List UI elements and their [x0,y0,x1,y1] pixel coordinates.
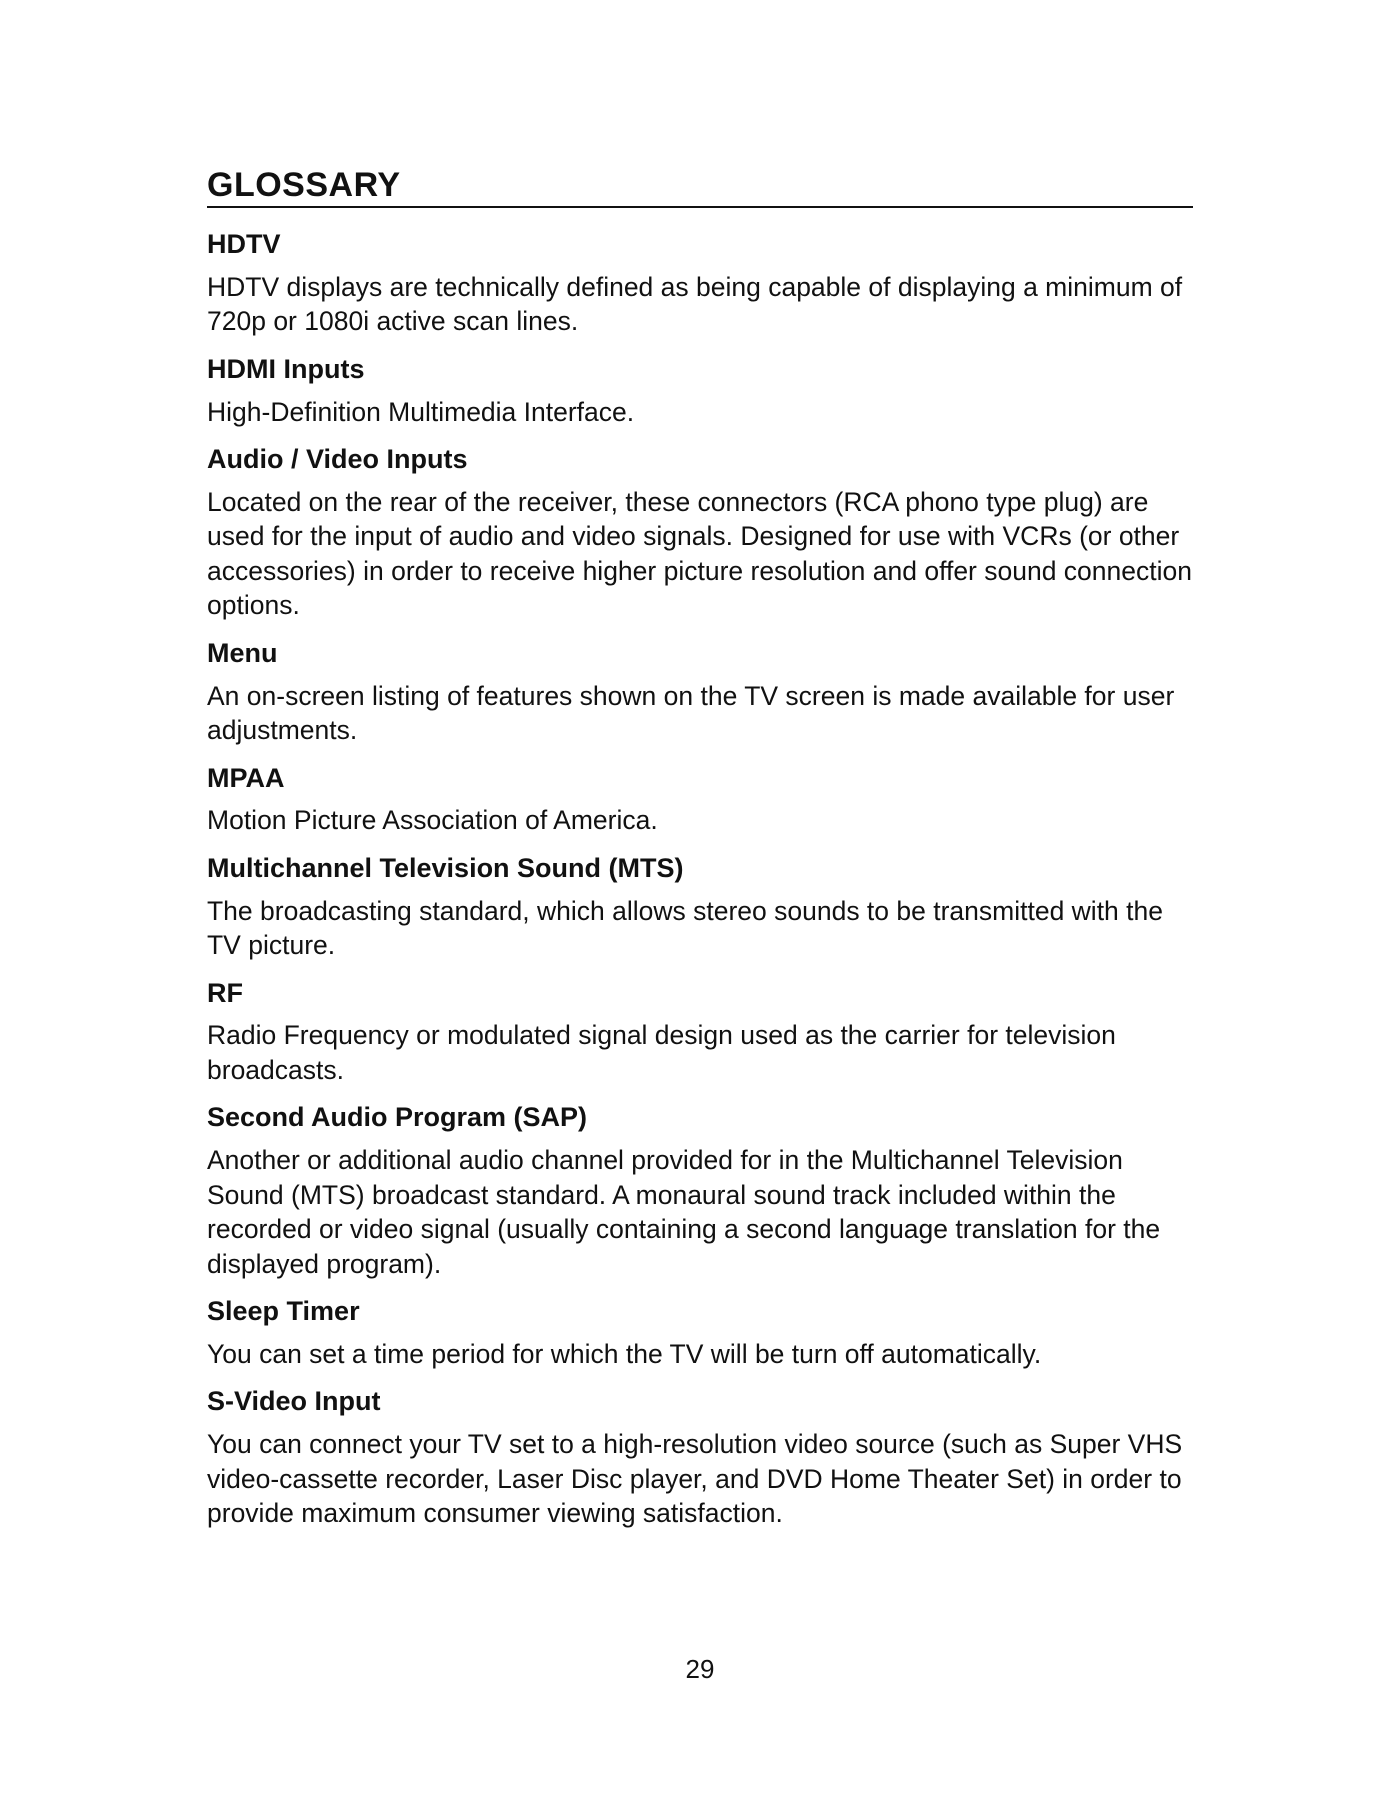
glossary-term: RF [207,977,243,1008]
glossary-term: Audio / Video Inputs [207,444,468,474]
glossary-page [207,168,1193,1545]
glossary-term: Menu [207,637,278,668]
glossary-term: S-Video Input [207,1386,381,1417]
glossary-definition: Located on the rear of the receiver, these connectors (RCA phono type plug) are used for the input of audio and video signals. Designed for use with VCRs (or other accessories) in order to receive higher picture resolution and offer sound connection options. [207,486,1192,621]
glossary-entry-s-video-input [207,1385,1193,1530]
glossary-entry-sleep-timer [207,1295,1193,1371]
glossary-definition: The broadcasting standard, which allows stereo sounds to be transmitted with the TV picture. [207,895,1163,960]
glossary-definition: Radio Frequency or modulated signal design used as the carrier for television broadcasts. [207,1020,1116,1085]
glossary-entry-mts [207,852,1193,963]
glossary-entry-sap [207,1101,1193,1281]
glossary-definition: HDTV displays are technically defined as being capable of displaying a minimum of 720p or 1080i active scan lines. [207,271,1183,337]
glossary-definition: High-Definition Multimedia Interface. [207,396,635,427]
page-number: 29 [685,1654,715,1684]
glossary-entry-hdtv [207,228,1193,339]
glossary-term: HDTV [207,229,281,259]
page-title: GLOSSARY [207,168,1193,208]
glossary-definition: You can set a time period for which the TV will be turn off automatically. [207,1338,1042,1369]
glossary-entry-menu [207,637,1193,748]
glossary-definition: An on-screen listing of features shown on the TV screen is made available for user adjustments. [207,680,1175,745]
glossary-term: Sleep Timer [207,1296,360,1326]
glossary-definition: Motion Picture Association of America. [207,805,658,836]
glossary-term: HDMI Inputs [207,353,365,384]
glossary-entry-mpaa [207,762,1193,838]
glossary-term: Multichannel Television Sound (MTS) [207,852,684,883]
glossary-term: MPAA [207,762,285,793]
glossary-entry-audio-video-inputs [207,443,1193,623]
glossary-definition: You can connect your TV set to a high-resolution video source (such as Super VHS video-cassette recorder, Laser Disc player, and DVD Home Theater Set) in order to provide maximum consumer viewing satisfaction. [207,1429,1183,1528]
glossary-entry-rf [207,977,1193,1088]
glossary-entry-hdmi-inputs [207,353,1193,429]
glossary-definition: Another or additional audio channel provided for in the Multichannel Television Sound (MTS) broadcast standard. A monaural sound track included within the recorded or video signal (usually containing a second language translation for the displayed program). [207,1145,1161,1279]
glossary-term: Second Audio Program (SAP) [207,1102,588,1133]
glossary-list [207,228,1193,1531]
